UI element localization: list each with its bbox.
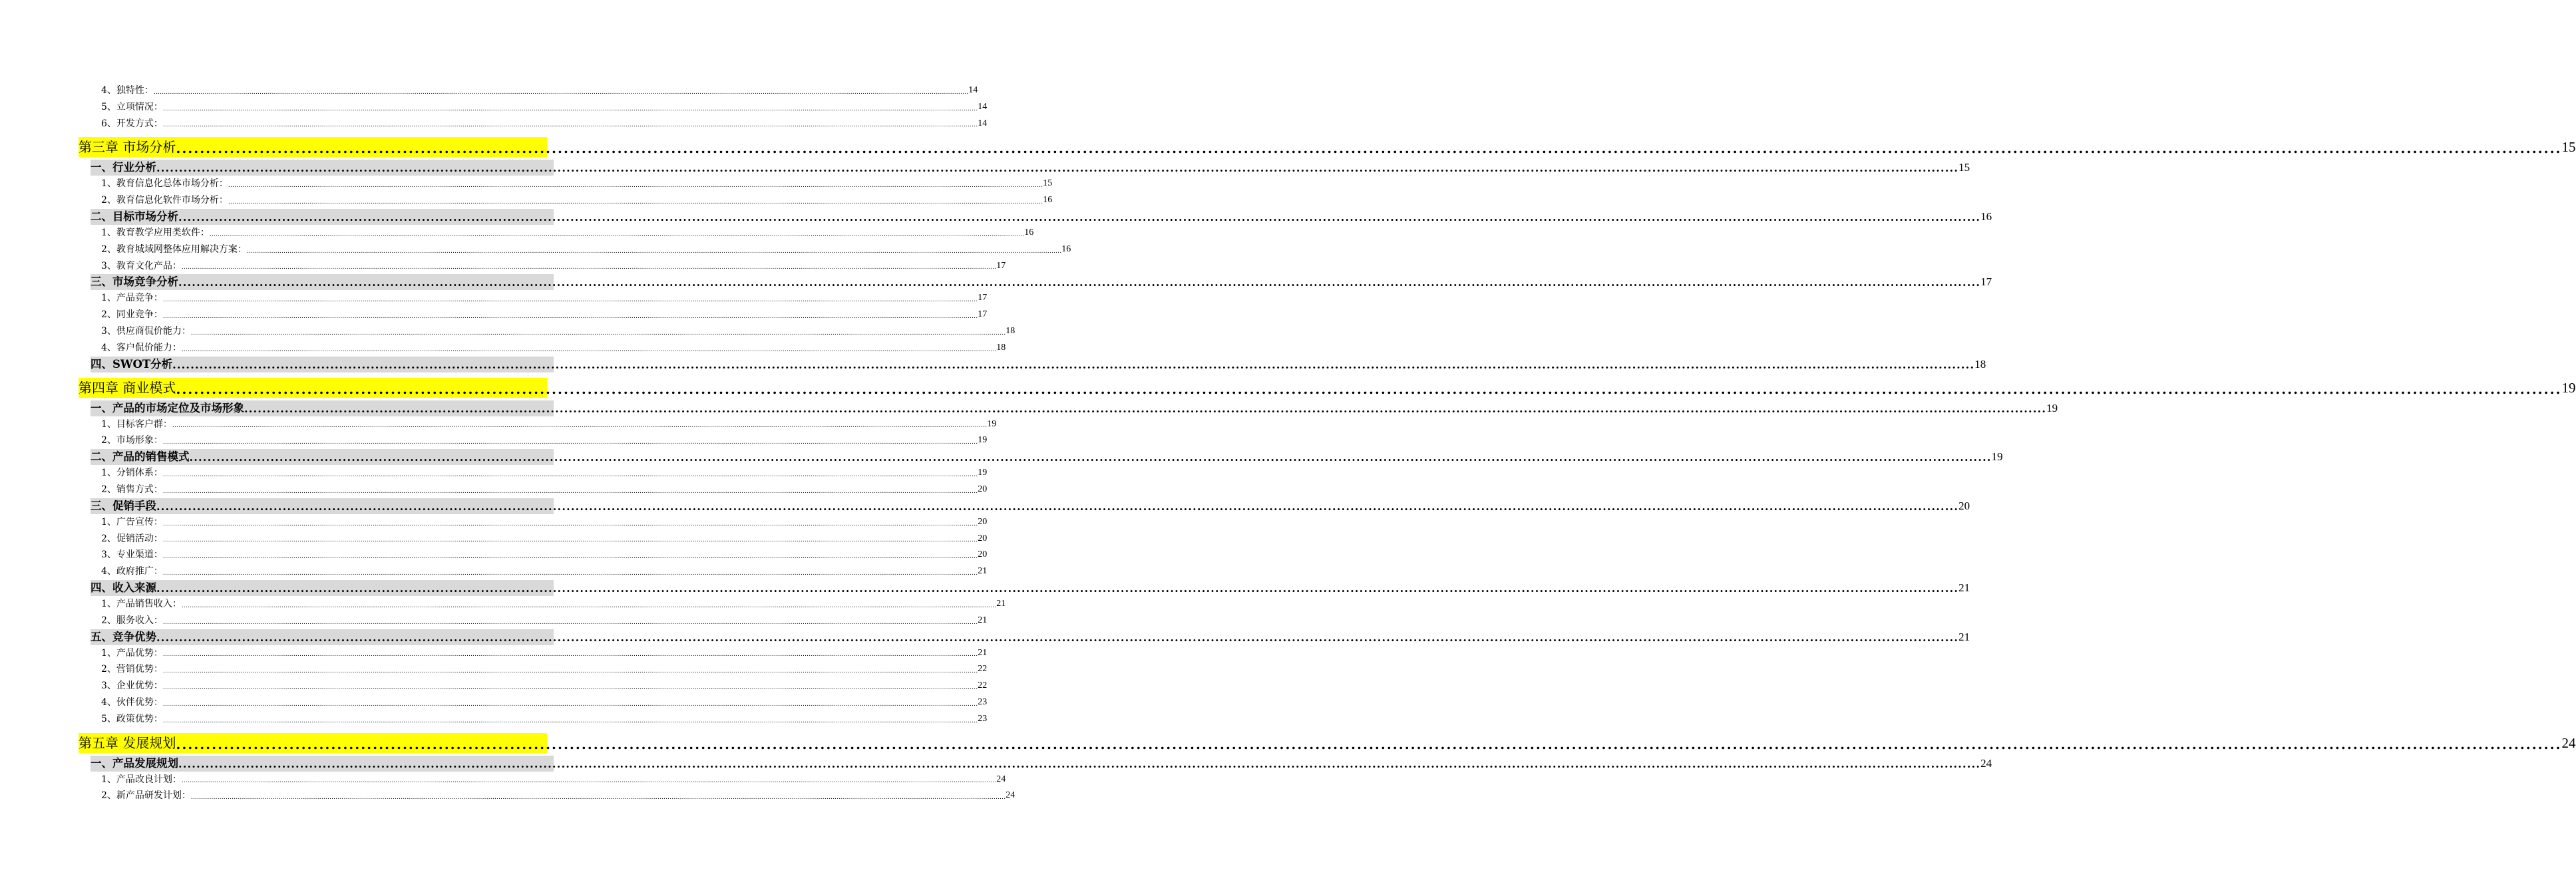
toc-page-number: 21 xyxy=(1958,581,1970,594)
toc-entry-label: 3、供应商侃价能力： xyxy=(101,325,191,337)
toc-dot-leader: ................................................................................................................................................................................................................................................................................................................................................................................................................ xyxy=(181,602,997,609)
toc-page-number: 23 xyxy=(978,696,988,707)
toc-entry-label: 2、市场形象： xyxy=(101,435,163,446)
toc-entry-label: 1、产品竞争： xyxy=(101,293,163,304)
toc-page-number: 19 xyxy=(2561,379,2576,396)
toc-page-number: 20 xyxy=(978,533,988,543)
toc-entry-label: 四、收入来源 xyxy=(91,581,156,594)
toc-entry-label: 1、目标客户群： xyxy=(101,418,172,430)
toc-dot-leader: ................................................................................................................................................................................................................................................................................................................................................................................................................ xyxy=(181,346,997,353)
toc-dot-leader: ................................................................................................................................................................................................................................................................................................................................................................................................................ xyxy=(190,794,1006,802)
toc-subsection-entry[interactable] xyxy=(101,323,1015,340)
toc-dot-leader: ................................................................................................................................................................................................................................................................................................................................................................................................................ xyxy=(246,247,1062,255)
toc-dot-leader: ................................................................................................................................................................................................................................................................................................................................................................................................................ xyxy=(162,717,978,724)
toc-dot-leader: ................................................................................................................................................................................................................................................................................................................................................................................................................ xyxy=(162,700,978,708)
toc-entry-label: 一、行业分析 xyxy=(91,161,156,174)
toc-dot-leader: ................................................................................................................................................................................................................................................................................................................................................................................................................ xyxy=(162,537,978,544)
toc-dot-leader: ................................................................................................................................................................................................................................................................................................................................................................................................................ xyxy=(162,619,978,626)
toc-subsection-entry[interactable] xyxy=(101,596,1006,613)
toc-entry-label: 1、教育信息化总体市场分析： xyxy=(101,178,228,190)
toc-dot-leader: ................................................................................................................................................................................................................................................................................................................................................................................................................ xyxy=(162,668,978,675)
toc-page-number: 23 xyxy=(978,713,988,724)
toc-entry-label: 第五章 发展规划 xyxy=(79,734,176,751)
toc-section-entry[interactable] xyxy=(91,209,1992,225)
toc-dot-leader: ................................................................................................................................................................................................................................................................................................................................................................................................................ xyxy=(156,631,1959,644)
toc-section-entry[interactable] xyxy=(91,274,1992,290)
toc-page-number: 21 xyxy=(996,598,1006,609)
toc-entry-label: 第四章 商业模式 xyxy=(79,379,176,396)
toc-page-number: 15 xyxy=(1043,178,1053,189)
toc-page-number: 21 xyxy=(978,566,988,577)
toc-page-number: 19 xyxy=(987,418,997,429)
toc-subsection-entry[interactable] xyxy=(101,340,1006,357)
toc-dot-leader: ................................................................................................................................................................................................................................................................................................................................................................................................................ xyxy=(162,313,978,320)
toc-dot-leader: ................................................................................................................................................................................................................................................................................................................................................................................................................ xyxy=(176,380,2562,397)
toc-subsection-entry[interactable] xyxy=(101,645,988,662)
toc-entry-label: 1、分销体系： xyxy=(101,468,163,479)
toc-entry-label: 5、政策优势： xyxy=(101,713,163,724)
toc-dot-leader: ................................................................................................................................................................................................................................................................................................................................................................................................................ xyxy=(176,140,2562,157)
toc-entry-label: 一、产品的市场定位及市场形象 xyxy=(91,401,244,414)
toc-page-number: 18 xyxy=(1974,357,1986,371)
toc-page-number: 16 xyxy=(1061,243,1071,254)
toc-page-number: 14 xyxy=(968,85,978,95)
toc-subsection-entry[interactable] xyxy=(101,192,1053,209)
toc-section-entry[interactable] xyxy=(91,498,1970,514)
toc-section-entry[interactable] xyxy=(91,160,1970,176)
toc-dot-leader: ................................................................................................................................................................................................................................................................................................................................................................................................................ xyxy=(162,684,978,691)
toc-entry-label: 2、教育城域网整体应用解决方案： xyxy=(101,243,247,255)
toc-subsection-entry[interactable] xyxy=(101,547,988,563)
toc-entry-label: 5、立项情况： xyxy=(101,101,163,112)
toc-entry-label: 一、产品发展规划 xyxy=(91,756,178,770)
toc-dot-leader: ................................................................................................................................................................................................................................................................................................................................................................................................................ xyxy=(178,210,1981,224)
toc-page-number: 19 xyxy=(978,435,988,446)
toc-page-number: 15 xyxy=(1958,161,1970,174)
toc-entry-label: 四、SWOT分析 xyxy=(91,357,173,371)
toc-dot-leader: ................................................................................................................................................................................................................................................................................................................................................................................................................ xyxy=(162,488,978,495)
toc-entry-label: 1、广告宣传： xyxy=(101,516,163,527)
toc-subsection-entry[interactable] xyxy=(101,176,1053,192)
toc-dot-leader: ................................................................................................................................................................................................................................................................................................................................................................................................................ xyxy=(162,520,978,527)
toc-page-number: 24 xyxy=(996,774,1006,784)
toc-page-number: 20 xyxy=(978,516,988,527)
toc-entry-label: 4、客户侃价能力： xyxy=(101,342,182,353)
toc-page-number: 19 xyxy=(2046,401,2058,414)
toc-entry-label: 三、市场竞争分析 xyxy=(91,275,178,289)
toc-subsection-entry[interactable] xyxy=(101,225,1034,241)
toc-page-number: 17 xyxy=(996,260,1006,271)
toc-subsection-entry[interactable] xyxy=(101,290,988,307)
toc-entry-label: 1、产品优势： xyxy=(101,647,163,659)
toc-dot-leader: ................................................................................................................................................................................................................................................................................................................................................................................................................ xyxy=(156,581,1959,595)
toc-subsection-entry[interactable] xyxy=(101,788,1015,804)
toc-page-number: 20 xyxy=(978,484,988,494)
toc-section-entry[interactable] xyxy=(91,449,2003,465)
toc-page-number: 17 xyxy=(978,309,988,320)
toc-dot-leader: ................................................................................................................................................................................................................................................................................................................................................................................................................ xyxy=(162,105,978,112)
toc-subsection-entry[interactable] xyxy=(101,482,988,498)
toc-subsection-entry[interactable] xyxy=(101,416,997,433)
toc-page-number: 24 xyxy=(1006,790,1015,801)
toc-page-number: 24 xyxy=(2561,734,2576,751)
toc-subsection-entry[interactable] xyxy=(101,772,1006,788)
toc-subsection-entry[interactable] xyxy=(101,613,988,629)
toc-chapter-entry[interactable] xyxy=(79,733,2576,753)
toc-dot-leader: ................................................................................................................................................................................................................................................................................................................................................................................................................ xyxy=(156,162,1959,175)
toc-subsection-entry[interactable] xyxy=(101,432,988,449)
toc-entry-label: 2、促销活动： xyxy=(101,533,163,544)
toc-dot-leader: ................................................................................................................................................................................................................................................................................................................................................................................................................ xyxy=(181,264,997,271)
toc-entry-label: 6、开发方式： xyxy=(101,118,163,129)
toc-section-entry[interactable] xyxy=(91,400,2058,416)
toc-dot-leader: ................................................................................................................................................................................................................................................................................................................................................................................................................ xyxy=(209,231,1025,238)
toc-page-number: 20 xyxy=(978,549,988,560)
toc-subsection-entry[interactable] xyxy=(101,258,1006,275)
toc-dot-leader: ................................................................................................................................................................................................................................................................................................................................................................................................................ xyxy=(228,182,1043,190)
toc-chapter-entry[interactable] xyxy=(79,137,2576,157)
toc-subsection-entry[interactable] xyxy=(101,99,988,116)
toc-entry-label: 三、促销手段 xyxy=(91,499,156,512)
toc-subsection-entry[interactable] xyxy=(101,563,988,580)
toc-dot-leader: ................................................................................................................................................................................................................................................................................................................................................................................................................ xyxy=(172,358,1975,371)
toc-dot-leader: ................................................................................................................................................................................................................................................................................................................................................................................................................ xyxy=(189,451,1992,464)
table-of-contents xyxy=(0,82,2576,804)
toc-page-number: 22 xyxy=(978,664,988,674)
toc-subsection-entry[interactable] xyxy=(101,694,988,711)
toc-subsection-entry[interactable] xyxy=(101,661,988,678)
toc-entry-label: 2、同业竞争： xyxy=(101,309,163,321)
toc-dot-leader: ................................................................................................................................................................................................................................................................................................................................................................................................................ xyxy=(162,471,978,478)
toc-dot-leader: ................................................................................................................................................................................................................................................................................................................................................................................................................ xyxy=(162,569,978,577)
toc-entry-label: 4、政府推广： xyxy=(101,566,163,577)
toc-page-number: 14 xyxy=(978,101,988,112)
toc-entry-label: 2、销售方式： xyxy=(101,484,163,495)
toc-page-number: 16 xyxy=(1024,227,1034,237)
toc-dot-leader: ................................................................................................................................................................................................................................................................................................................................................................................................................ xyxy=(162,651,978,659)
toc-dot-leader: ................................................................................................................................................................................................................................................................................................................................................................................................................ xyxy=(162,439,978,446)
toc-section-entry[interactable] xyxy=(91,357,1986,372)
toc-subsection-entry[interactable] xyxy=(101,514,988,531)
toc-subsection-entry[interactable] xyxy=(101,711,988,728)
toc-page-number: 22 xyxy=(978,680,988,691)
toc-page-number: 21 xyxy=(978,615,988,625)
toc-entry-label: 2、营销优势： xyxy=(101,664,163,675)
toc-subsection-entry[interactable] xyxy=(101,116,988,132)
toc-dot-leader: ................................................................................................................................................................................................................................................................................................................................................................................................................ xyxy=(172,422,988,430)
toc-page-number: 14 xyxy=(978,118,988,128)
toc-section-entry[interactable] xyxy=(91,756,1992,772)
toc-entry-label: 1、产品销售收入： xyxy=(101,598,182,609)
toc-dot-leader: ................................................................................................................................................................................................................................................................................................................................................................................................................ xyxy=(162,553,978,561)
toc-page-number: 21 xyxy=(978,647,988,658)
toc-dot-leader: ................................................................................................................................................................................................................................................................................................................................................................................................................ xyxy=(178,757,1981,770)
toc-subsection-entry[interactable] xyxy=(101,82,978,99)
toc-dot-leader: ................................................................................................................................................................................................................................................................................................................................................................................................................ xyxy=(162,122,978,129)
toc-dot-leader: ................................................................................................................................................................................................................................................................................................................................................................................................................ xyxy=(156,500,1959,513)
toc-entry-label: 1、产品改良计划： xyxy=(101,774,182,785)
toc-page-number: 24 xyxy=(1980,756,1992,770)
toc-entry-label: 4、独特性： xyxy=(101,85,154,96)
toc-entry-label: 3、企业优势： xyxy=(101,680,163,692)
toc-subsection-entry[interactable] xyxy=(101,307,988,323)
toc-entry-label: 2、新产品研发计划： xyxy=(101,790,191,802)
toc-chapter-entry[interactable] xyxy=(79,378,2576,398)
toc-page-number: 19 xyxy=(1991,450,2003,464)
toc-entry-label: 3、专业渠道： xyxy=(101,549,163,561)
toc-subsection-entry[interactable] xyxy=(101,678,988,694)
toc-page-number: 15 xyxy=(2561,139,2576,156)
toc-dot-leader: ................................................................................................................................................................................................................................................................................................................................................................................................................ xyxy=(176,736,2562,752)
toc-entry-label: 4、伙伴优势： xyxy=(101,696,163,708)
toc-page-number: 20 xyxy=(1958,499,1970,512)
toc-dot-leader: ................................................................................................................................................................................................................................................................................................................................................................................................................ xyxy=(244,402,2047,415)
toc-page-number: 18 xyxy=(996,342,1006,353)
toc-page-number: 18 xyxy=(1006,325,1015,336)
toc-dot-leader: ................................................................................................................................................................................................................................................................................................................................................................................................................ xyxy=(228,198,1043,206)
toc-subsection-entry[interactable] xyxy=(101,531,988,547)
toc-subsection-entry[interactable] xyxy=(101,465,988,482)
toc-subsection-entry[interactable] xyxy=(101,241,1071,258)
toc-entry-label: 2、服务收入： xyxy=(101,615,163,626)
toc-entry-label: 五、竞争优势 xyxy=(91,630,156,643)
toc-entry-label: 二、产品的销售模式 xyxy=(91,450,190,464)
toc-page-number: 17 xyxy=(978,293,988,303)
toc-entry-label: 2、教育信息化软件市场分析： xyxy=(101,195,228,206)
toc-section-entry[interactable] xyxy=(91,629,1970,645)
toc-entry-label: 3、教育文化产品： xyxy=(101,260,182,271)
toc-page-number: 16 xyxy=(1980,210,1992,223)
toc-dot-leader: ................................................................................................................................................................................................................................................................................................................................................................................................................ xyxy=(190,329,1006,337)
toc-dot-leader: ................................................................................................................................................................................................................................................................................................................................................................................................................ xyxy=(181,778,997,785)
toc-entry-label: 1、教育教学应用类软件： xyxy=(101,227,210,238)
toc-page-number: 17 xyxy=(1980,275,1992,289)
toc-entry-label: 二、目标市场分析 xyxy=(91,210,178,223)
toc-page-number: 21 xyxy=(1958,630,1970,643)
toc-dot-leader: ................................................................................................................................................................................................................................................................................................................................................................................................................ xyxy=(162,297,978,304)
toc-dot-leader: ................................................................................................................................................................................................................................................................................................................................................................................................................ xyxy=(153,88,969,96)
toc-section-entry[interactable] xyxy=(91,580,1970,596)
toc-entry-label: 第三章 市场分析 xyxy=(79,139,176,156)
toc-dot-leader: ................................................................................................................................................................................................................................................................................................................................................................................................................ xyxy=(178,276,1981,289)
toc-page-number: 16 xyxy=(1043,195,1053,206)
toc-page-number: 19 xyxy=(978,468,988,478)
